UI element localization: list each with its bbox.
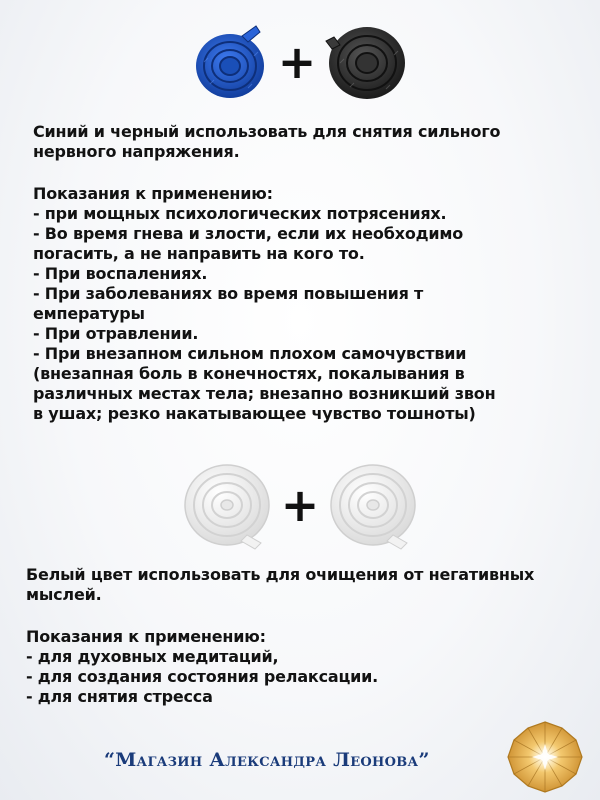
blue-black-indication-item: погасить, а не направить на кого то. [33, 244, 365, 263]
blue-black-indications [33, 184, 495, 424]
blue-black-indication-item: - При воспалениях. [33, 264, 208, 283]
white-purpose-text [26, 565, 534, 605]
plus-sign: + [280, 478, 320, 532]
golden-star-logo-icon [504, 720, 586, 794]
black-cord-coil-icon [324, 19, 410, 105]
white-title-line-2: мыслей. [26, 585, 102, 604]
white-indications-heading: Показания к применению: [26, 627, 266, 646]
blue-black-products-row [0, 12, 600, 112]
white-cord-coil-icon [181, 459, 273, 551]
blue-black-indication-item: (внезапная боль в конечностях, покалывания в [33, 364, 465, 383]
blue-black-indication-item: - при мощных психологических потрясениях. [33, 204, 447, 223]
blue-black-title-line-2: нервного напряжения. [33, 142, 240, 161]
blue-black-indication-item: емпературы [33, 304, 145, 323]
white-indications [26, 627, 378, 707]
blue-black-indication-item: - При внезапном сильном плохом самочувствии [33, 344, 467, 363]
blue-black-indications-heading: Показания к применению: [33, 184, 273, 203]
blue-black-indication-item: в ушах; резко накатывающее чувство тошноты) [33, 404, 476, 423]
blue-black-indication-item: - При отравлении. [33, 324, 199, 343]
blue-black-indication-item: различных местах тела; внезапно возникший звон [33, 384, 496, 403]
white-cord-coil-icon [327, 459, 419, 551]
white-indication-item: - для снятия стресса [26, 687, 213, 706]
blue-black-indication-item: - Во время гнева и злости, если их необходимо [33, 224, 464, 243]
plus-sign: + [277, 35, 317, 89]
blue-black-purpose-text [33, 122, 500, 162]
white-indication-item: - для духовных медитаций, [26, 647, 279, 666]
shop-name: “Магазин Александра Леонова” [104, 749, 430, 771]
white-products-row [0, 450, 600, 560]
white-title-line-1: Белый цвет использовать для очищения от негативных [26, 565, 535, 584]
blue-black-indication-item: - При заболеваниях во время повышения т [33, 284, 424, 303]
white-indication-item: - для создания состояния релаксации. [26, 667, 379, 686]
blue-cord-coil-icon [190, 22, 270, 102]
blue-black-title-line-1: Синий и черный использовать для снятия сильного [33, 122, 501, 141]
